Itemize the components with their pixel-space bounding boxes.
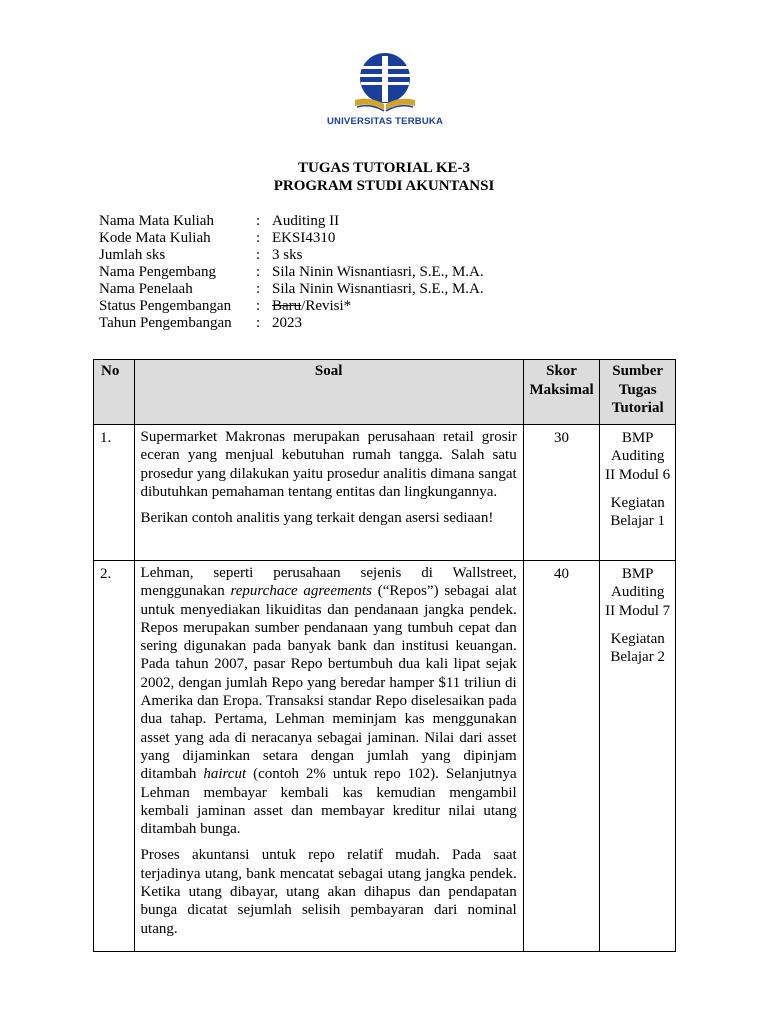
question-text: (“Repos”) sebagai alat untuk menyediakan likuiditas dan pendanaan jangka pendek. Repos merupakan sumber pendanaan yang tumbuh cepat dan sering digunakan pada banyak bank dan institusi keuangan. Pada tahun 2007, pasar Repo bertumbuh dua kali lipat sejak 2002, dengan jumlah Repo yang beredar hamper $11 triliun di Amerika dan Eropa. Transaksi standar Repo diselesaikan pada dua tahap. Pertama, Lehman meminjam kas menggunakan asset yang ada di neracanya sebagai jaminan. Nilai dari asset yang dijaminkan setara dengan jumlah yang dipinjam ditambah — [140, 583, 517, 783]
course-info — [99, 213, 484, 332]
question-term: haircut — [203, 766, 247, 783]
header-source-line2: Tugas — [618, 381, 657, 398]
status-struck: Baru — [272, 298, 302, 314]
meta-label: Nama Pengembang — [99, 264, 217, 280]
meta-row-course-code — [99, 230, 484, 247]
meta-label: Jumlah sks — [99, 247, 166, 263]
meta-row-reviewer — [99, 281, 484, 298]
meta-value: Sila Ninin Wisnantiasri, S.E., M.A. — [272, 281, 484, 297]
question-paragraph: Proses akuntansi untuk repo relatif mudah. Pada saat terjadinya utang, bank mencatat sebagai utang jangka pendek. Ketika utang dibayar, utang akan dihapus dan pendapatan bunga dicatat sejumlah selisih pembayaran dari nominal utang. — [140, 847, 517, 937]
meta-row-year — [99, 315, 484, 332]
meta-row-developer — [99, 264, 484, 281]
assignment-table — [93, 359, 676, 952]
meta-colon: : — [256, 230, 261, 246]
meta-value — [272, 298, 351, 315]
question-cell — [134, 425, 523, 561]
meta-value: Sila Ninin Wisnantiasri, S.E., M.A. — [272, 264, 484, 280]
page-subtitle: PROGRAM STUDI AKUNTANSI — [273, 178, 495, 194]
question-cell — [134, 561, 523, 952]
max-score: 30 — [523, 425, 600, 561]
row-number: 2. — [94, 561, 135, 952]
page-title: TUGAS TUTORIAL KE-3 — [298, 160, 470, 176]
status-rest: /Revisi* — [301, 298, 352, 314]
meta-label: Tahun Pengembangan — [99, 315, 232, 331]
meta-row-status — [99, 298, 484, 315]
meta-value: Auditing II — [272, 213, 340, 229]
row-number: 1. — [94, 425, 135, 561]
max-score: 40 — [523, 561, 600, 952]
header-source — [600, 360, 676, 425]
header-no: No — [94, 360, 135, 425]
source-module: BMP Auditing II Modul 7 — [605, 566, 671, 619]
meta-colon: : — [256, 298, 261, 314]
question-term: repurchace agreements — [230, 583, 372, 600]
meta-row-credits — [99, 247, 484, 264]
header-skor — [523, 360, 600, 425]
meta-label: Kode Mata Kuliah — [99, 230, 211, 246]
meta-row-course-name — [99, 213, 484, 230]
meta-colon: : — [256, 264, 261, 280]
question-text: (contoh 2% untuk repo 102). Selanjutnya Lehman membayar kembali kas kemudian mengambil kembali jaminan asset dan membayar kreditur nilai utang ditambah bunga. — [140, 766, 517, 838]
source-module: BMP Auditing II Modul 6 — [605, 430, 671, 483]
question-instruction: Berikan contoh analitis yang terkait dengan asersi sediaan! — [140, 510, 494, 527]
question-paragraph: Supermarket Makronas merupakan perusahaan retail grosir eceran yang menjual kebutuhan rumah tangga. Salah satu prosedur yang dilakukan yaitu prosedur analitis dimana sangat dibutuhkan pemahaman tentang entitas dan lingkungannya. — [140, 429, 517, 500]
meta-label: Status Pengembangan — [99, 298, 232, 314]
header-skor-line2: Maksimal — [529, 381, 594, 398]
meta-colon: : — [256, 281, 261, 297]
header-skor-line1: Skor — [546, 363, 577, 379]
logo-text: UNIVERSITAS TERBUKA — [326, 116, 444, 127]
header-source-line3: Tutorial — [611, 400, 664, 416]
meta-value: 3 sks — [272, 247, 303, 263]
header-soal: Soal — [134, 360, 523, 425]
meta-label: Nama Mata Kuliah — [99, 213, 214, 229]
meta-label: Nama Penelaah — [99, 281, 193, 297]
meta-value: EKSI4310 — [272, 230, 336, 246]
source-cell — [600, 425, 676, 561]
meta-value: 2023 — [272, 315, 302, 331]
source-activity: Kegiatan Belajar 2 — [610, 630, 665, 666]
meta-colon: : — [256, 213, 261, 229]
source-cell — [600, 561, 676, 952]
table-row — [94, 561, 676, 952]
meta-colon: : — [256, 315, 261, 331]
question-paragraph — [141, 564, 517, 838]
table-row — [94, 425, 676, 561]
question-text: Lehman, seperti perusahaan sejenis di Wallstreet, menggunakan — [140, 565, 517, 600]
source-activity: Kegiatan Belajar 1 — [610, 494, 665, 530]
meta-colon: : — [256, 247, 261, 263]
header-source-line1: Sumber — [612, 363, 664, 379]
table-header-row — [94, 360, 676, 425]
